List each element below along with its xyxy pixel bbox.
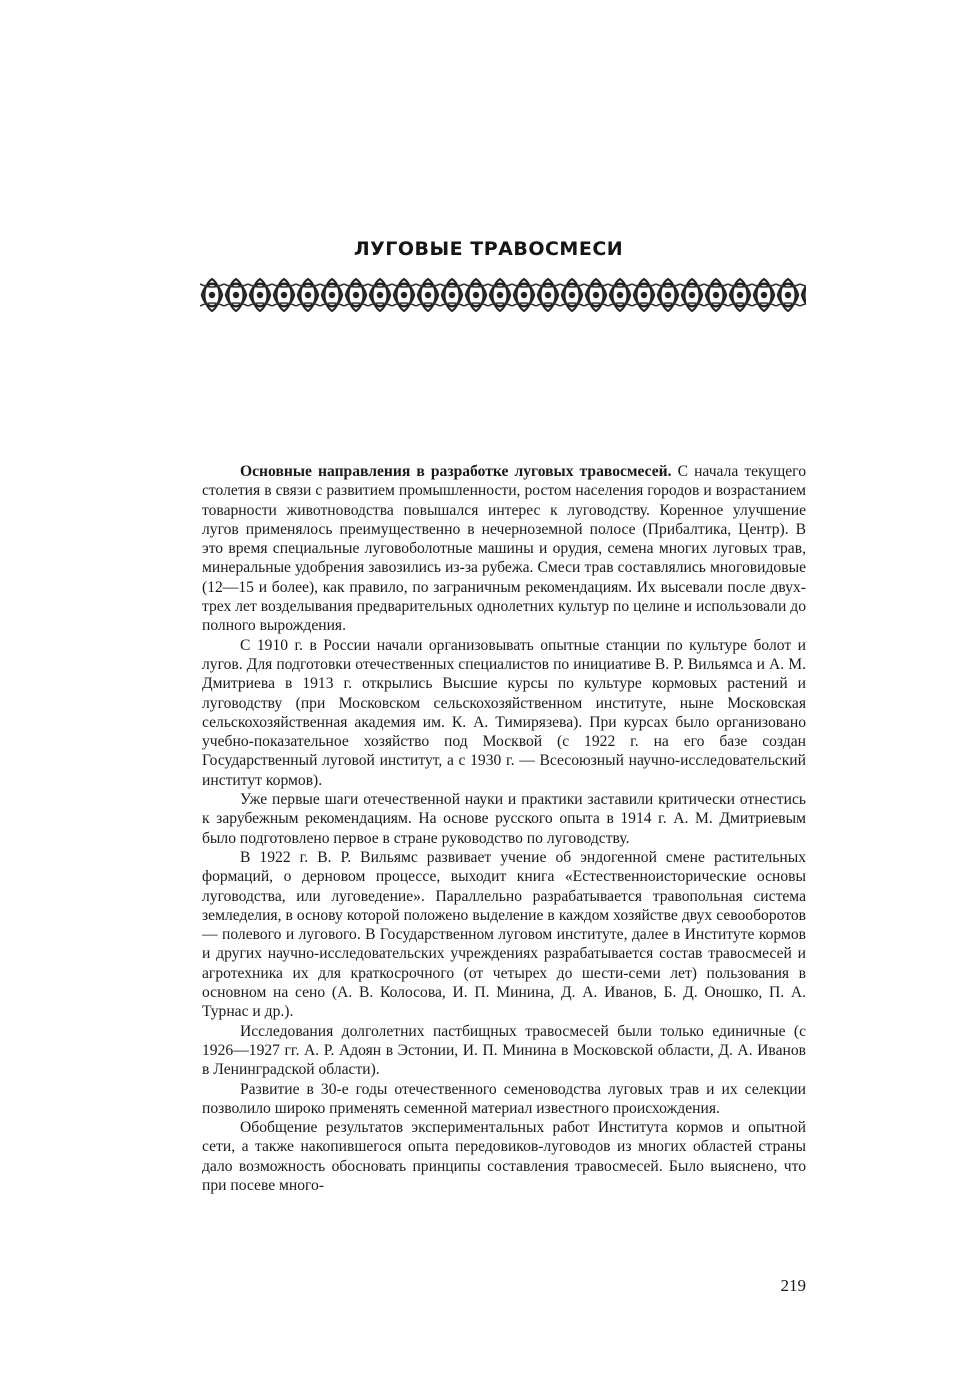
paragraph-text: Уже первые шаги отечественной науки и практики заставили критически отнестись к зарубежным рекомендациям. На основе русского опыта в 1914 г. А. М. Дмитриевым было подготовлено первое в стране руководство по луговодству. [202, 791, 806, 847]
paragraph-text: Обобщение результатов экспериментальных работ Института кормов и опытной сети, а также накопившегося опыта передовиков-луговодов из многих областей страны дало возможность обосновать принципы составления травосмесей. Было выяснено, что при посеве много- [202, 1119, 806, 1194]
paragraph-text: С начала текущего столетия в связи с развитием промышленности, ростом населения городов и возрастанием товарности животноводства повышался интерес к луговодству. Коренное улучшение лугов применялось преимущественно в нечерноземной полосе (Прибалтика, Центр). В это время специальные луговоболотные машины и орудия, семена многих луговых трав, минеральные удобрения завозились из-за рубежа. Смеси трав составлялись многовидовые (12—15 и более), как правило, по заграничным рекомендациям. Их высевали после двух-трех лет возделывания предварительных однолетних культур по целине и использовали до полного вырождения. [202, 463, 806, 635]
page-number: 219 [780, 1276, 806, 1295]
paragraph [202, 1080, 806, 1119]
ornament-band-icon [200, 276, 806, 314]
paragraph [202, 462, 806, 636]
paragraph-text: В 1922 г. В. Р. Вильямс развивает учение об эндогенной смене растительных формаций, о дерновом процессе, выходит книга «Естественноисторические основы луговодства, или луговедение». Параллельно разрабатывается травопольная система земледелия, в основу которой положено выделение в каждом хозяйстве двух севооборотов — полевого и лугового. В Государственном луговом институте, далее в Институте кормов и других научно-исследовательских учреждениях разрабатывается состав травосмесей и агротехника их для краткосрочного (от четырех до шести-семи лет) пользования в основном на сено (А. В. Колосова, И. П. Минина, Д. А. Иванов, Б. Д. Оношко, П. А. Турнас и др.). [202, 848, 806, 1021]
paragraph [202, 1118, 806, 1195]
paragraph [202, 848, 806, 1022]
paragraph [202, 790, 806, 848]
chapter-title: ЛУГОВЫЕ ТРАВОСМЕСИ [353, 238, 624, 260]
section-lead: Основные направления в разработке луговых травосмесей. [240, 463, 672, 480]
main-text [202, 462, 806, 1195]
paragraph [202, 1022, 806, 1080]
paragraph-text: Развитие в 30-е годы отечественного семеноводства луговых трав и их селекции позволило широко применять семенной материал известного происхождения. [202, 1080, 806, 1117]
paragraph-text: С 1910 г. в России начали организовывать опытные станции по культуре болот и лугов. Для подготовки отечественных специалистов по инициативе В. Р. Вильямса и А. М. Дмитриева в 1913 г. открылись Высшие курсы по культуре кормовых растений и луговодству (при Московском сельскохозяйственном институте, ныне Московская сельскохозяйственная академия им. К. А. Тимирязева). При курсах было организовано учебно-показательное хозяйство под Москвой (с 1922 г. на его базе создан Государственный луговой институт, а с 1930 г. — Всесоюзный научно-исследовательский институт кормов). [202, 636, 806, 789]
paragraph-text: Исследования долголетних пастбищных травосмесей были только единичные (с 1926—1927 гг. А. Р. Адоян в Эстонии, И. П. Минина в Московской области, Д. А. Иванов в Ленинградской области). [202, 1022, 806, 1079]
paragraph [202, 636, 806, 790]
